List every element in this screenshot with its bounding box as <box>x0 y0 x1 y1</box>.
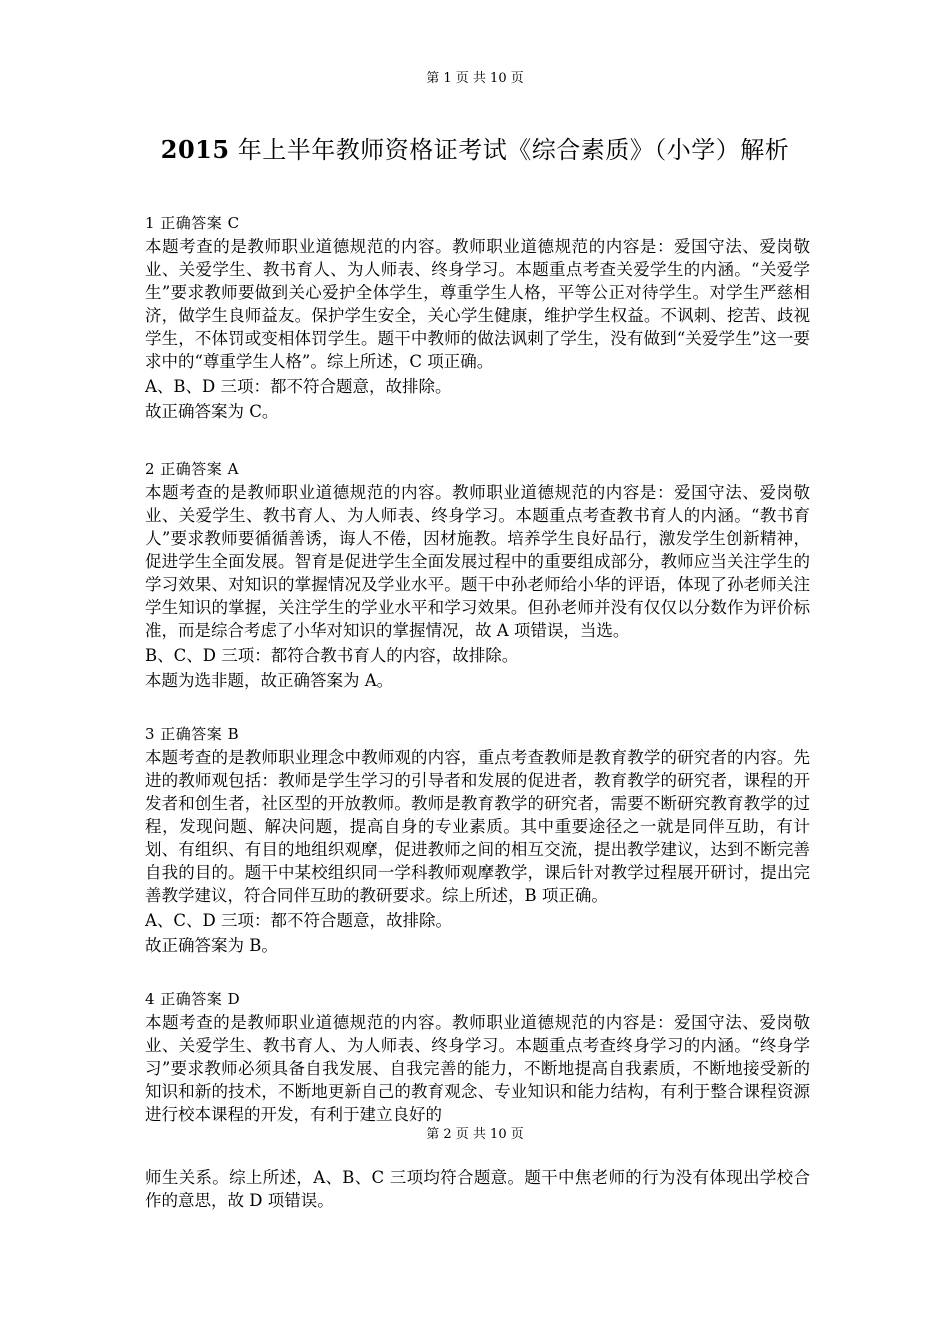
question-4-continuation <box>145 1166 810 1212</box>
explanation-body: 本题考查的是教师职业道德规范的内容。教师职业道德规范的内容是：爱国守法、爱岗敬业、关爱学生、教书育人、为人师表、终身学习。本题重点考查终身学习的内涵。“终身学习”要求教师必须具备自我发展、自我完善的能力，不断地提高自我素质，不断地接受新的知识和新的技术，不断地更新自己的教育观念、专业知识和能力结构，有利于整合课程资源进行校本课程的开发，有利于建立良好的 <box>145 1013 810 1124</box>
answer-line: 1 正确答案 C <box>145 214 240 232</box>
page-title <box>0 134 950 166</box>
title-year: 2015 <box>160 135 230 165</box>
conclusion-line: 故正确答案为 C。 <box>145 402 279 421</box>
exclude-line: A、C、D 三项：都不符合题意，故排除。 <box>145 911 453 930</box>
answer-line: 2 正确答案 A <box>145 460 239 478</box>
page-header-1: 第 1 页 共 10 页 <box>426 71 524 86</box>
explanation-continuation: 师生关系。综上所述，A、B、C 三项均符合题意。题干中焦老师的行为没有体现出学校合作的意思，故 D 项错误。 <box>145 1168 810 1210</box>
explanation-body: 本题考查的是教师职业理念中教师观的内容，重点考查教师是教育教学的研究者的内容。先进的教师观包括：教师是学生学习的引导者和发展的促进者，教育教学的研究者，课程的开发者和创生者，社区型的开放教师。教师是教育教学的研究者，需要不断研究教育教学的过程，发现问题、解决问题，提高自身的专业素质。其中重要途径之一就是同伴互助，有计划、有组织、有目的地组织观摩，促进教师之间的相互交流，提出教学建议，达到不断完善自我的目的。题干中某校组织同一学科教师观摩教学，课后针对教学过程展开研讨，提出完善教学建议，符合同伴互助的教研要求。综上所述，B 项正确。 <box>145 748 810 905</box>
question-2-explanation <box>145 458 810 692</box>
question-3-explanation <box>145 723 810 957</box>
exclude-line: B、C、D 三项：都符合教书育人的内容，故排除。 <box>145 646 519 665</box>
conclusion-line: 故正确答案为 B。 <box>145 936 278 955</box>
question-1-explanation <box>145 212 810 423</box>
answer-line: 4 正确答案 D <box>145 990 241 1008</box>
page-header-2: 第 2 页 共 10 页 <box>426 1127 524 1142</box>
question-4-explanation <box>145 988 810 1126</box>
explanation-body: 本题考查的是教师职业道德规范的内容。教师职业道德规范的内容是：爱国守法、爱岗敬业、关爱学生、教书育人、为人师表、终身学习。本题重点考查关爱学生的内涵。“关爱学生”要求教师要做到关心爱护全体学生，尊重学生人格，平等公正对待学生。对学生严慈相济，做学生良师益友。保护学生安全，关心学生健康，维护学生权益。不讽刺、挖苦、歧视学生，不体罚或变相体罚学生。题干中教师的做法讽刺了学生，没有做到“关爱学生”这一要求中的“尊重学生人格”。综上所述，C 项正确。 <box>145 237 810 371</box>
explanation-body: 本题考查的是教师职业道德规范的内容。教师职业道德规范的内容是：爱国守法、爱岗敬业、关爱学生、教书育人、为人师表、终身学习。本题重点考查教书育人的内涵。“教书育人”要求教师要循循善诱，诲人不倦，因材施教。培养学生良好品行，激发学生创新精神，促进学生全面发展。智育是促进学生全面发展过程中的重要组成部分，教师应当关注学生的学习效果、对知识的掌握情况及学业水平。题干中孙老师给小华的评语，体现了孙老师关注学生知识的掌握，关注学生的学业水平和学习效果。但孙老师并没有仅仅以分数作为评价标准，而是综合考虑了小华对知识的掌握情况，故 A 项错误，当选。 <box>145 483 810 640</box>
exclude-line: A、B、D 三项：都不符合题意，故排除。 <box>145 377 452 396</box>
title-text: 年上半年教师资格证考试《综合素质》（小学）解析 <box>229 136 790 165</box>
conclusion-line: 本题为选非题，故正确答案为 A。 <box>145 671 394 690</box>
answer-line: 3 正确答案 B <box>145 725 240 743</box>
